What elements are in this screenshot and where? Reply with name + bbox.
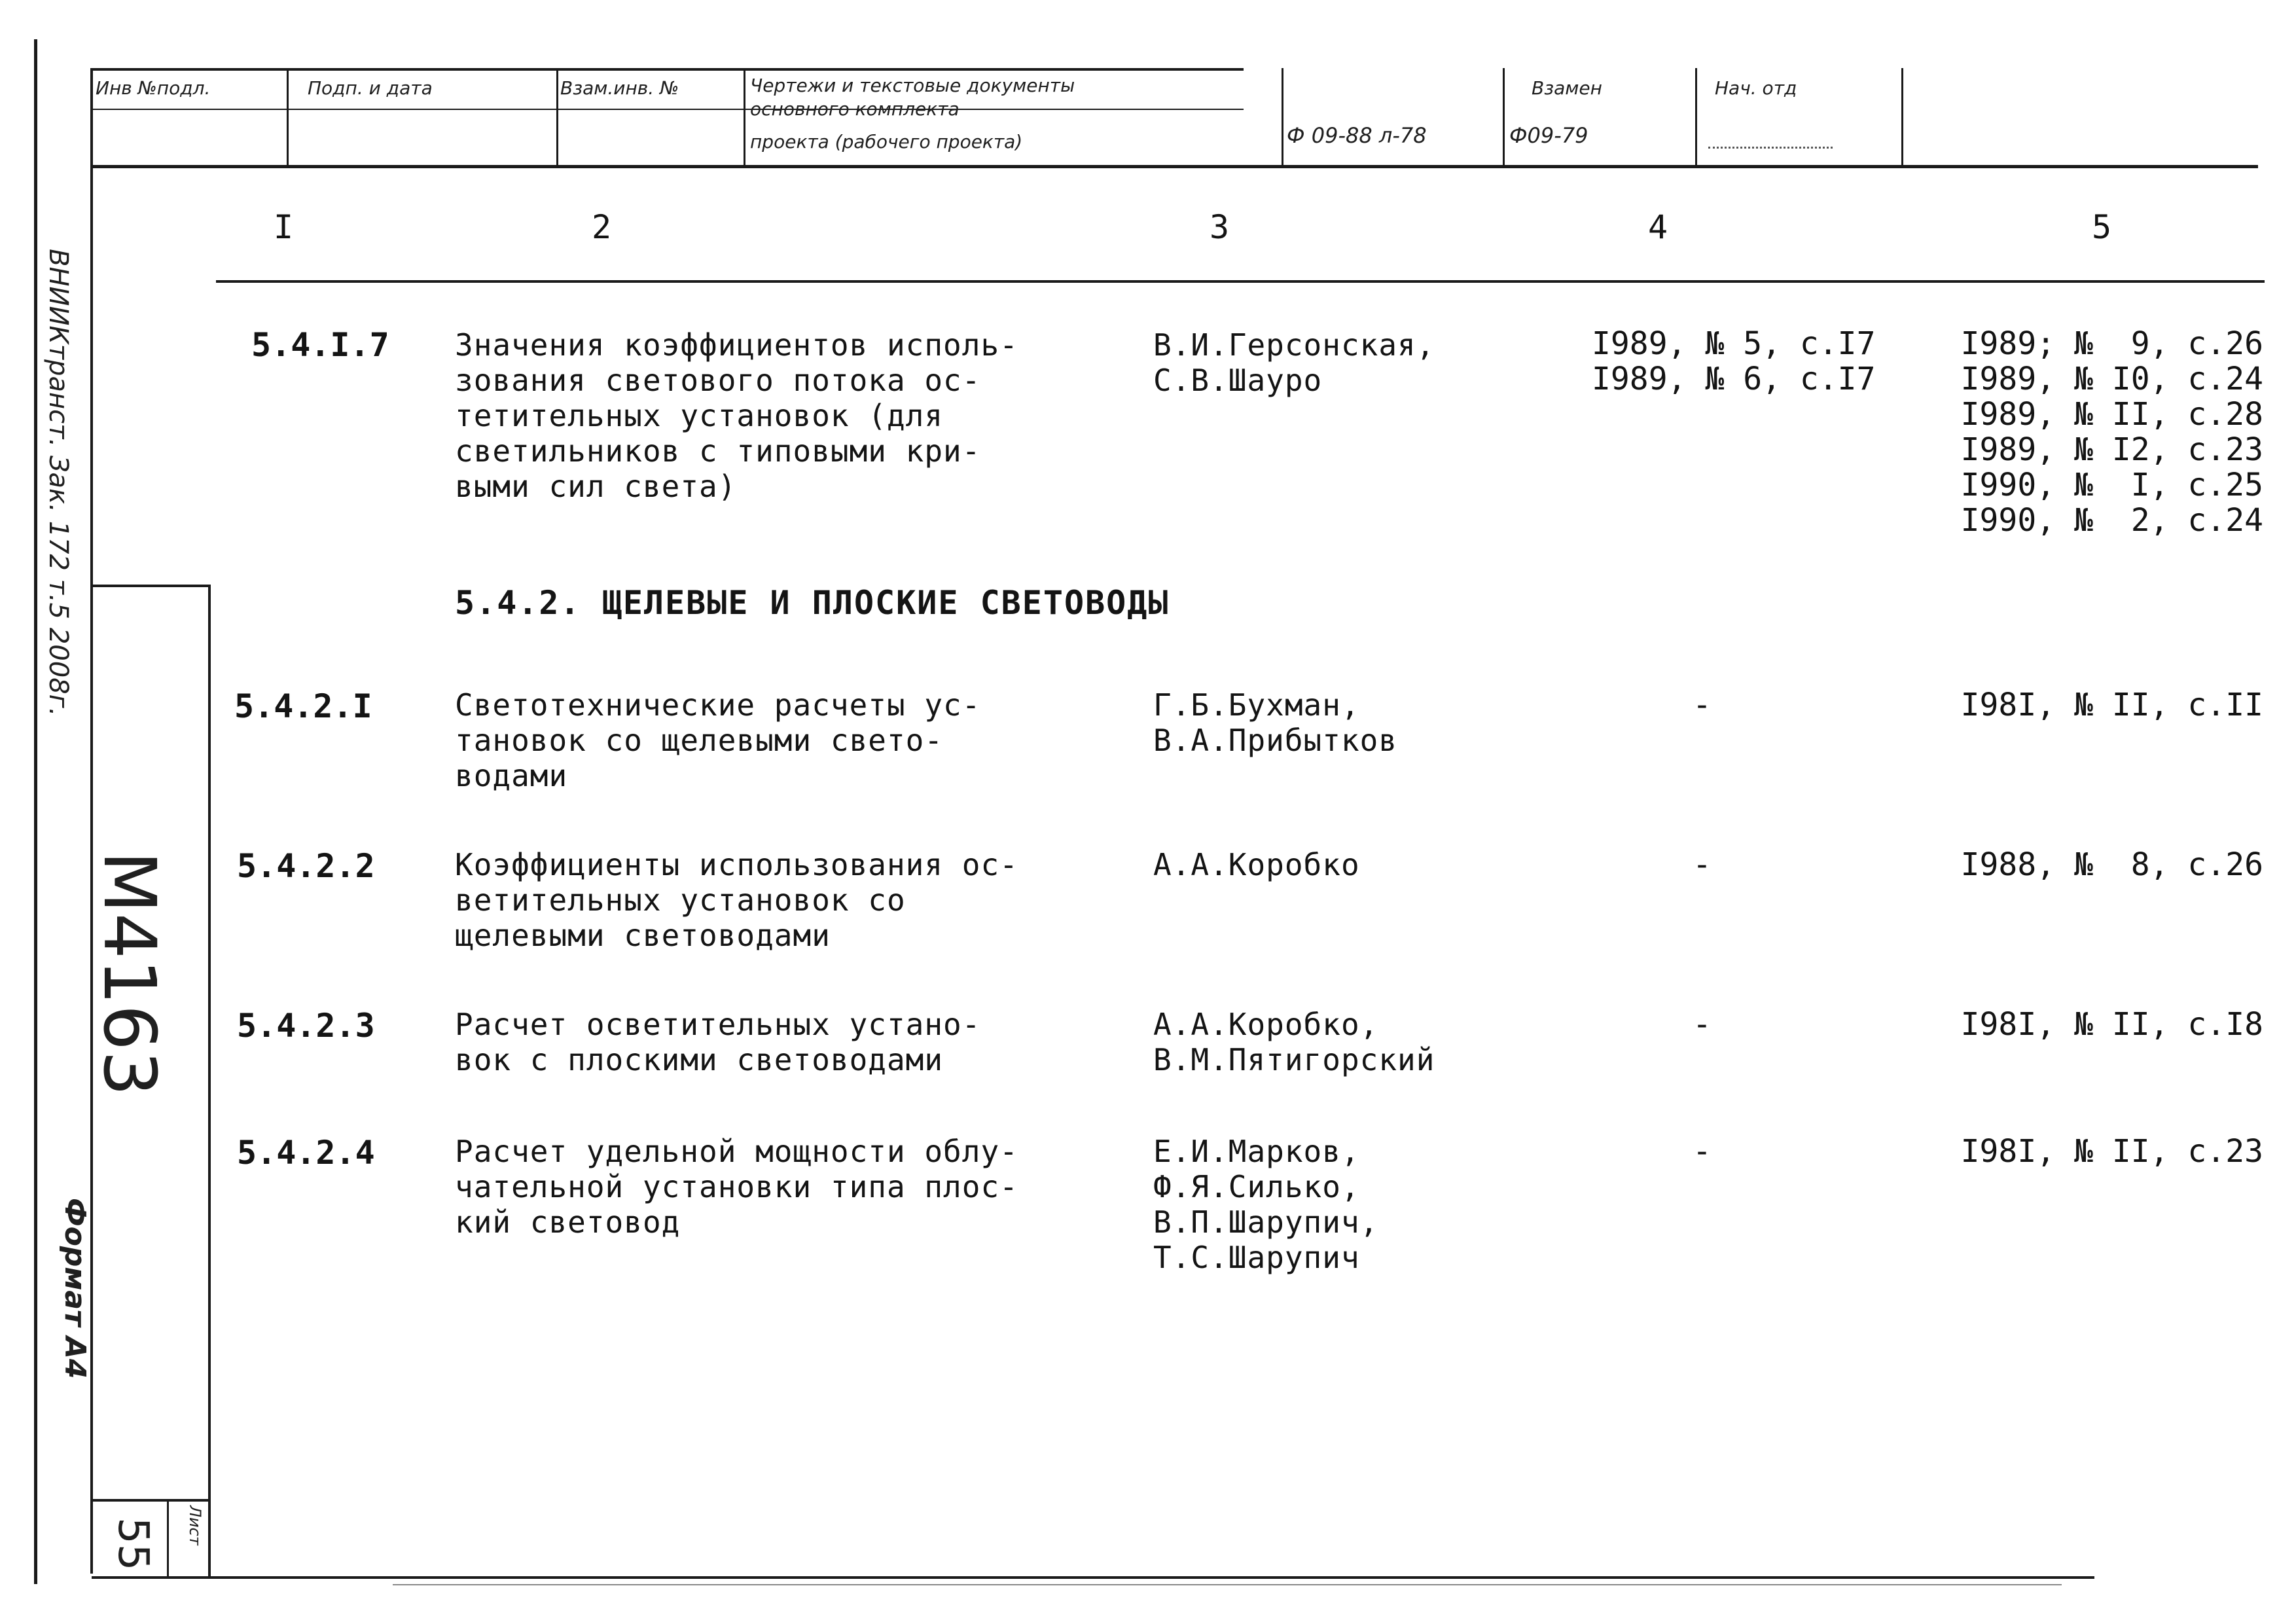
sign-date-label: Подп. и дата: [308, 77, 433, 99]
entry-source-col5: I98I, № II, с.23: [1960, 1133, 2263, 1170]
entry-title: Расчет осветительных устано- вок с плоскими световодами: [455, 1007, 981, 1077]
inv-no-label: Инв №подл.: [96, 77, 211, 99]
entry-authors: Е.И.Марков, Ф.Я.Силько, В.П.Шарупич, Т.С.Шарупич: [1153, 1134, 1379, 1275]
column-header-3: 3: [1210, 208, 1230, 246]
entry-authors: А.А.Коробко: [1153, 847, 1360, 882]
column-header-4: 4: [1648, 208, 1668, 246]
sheet-number: 55: [109, 1517, 157, 1571]
column-header-1: I: [274, 208, 294, 246]
documents-label-line3: проекта (рабочего проекта): [750, 131, 1023, 153]
entry-source-col4: -: [1693, 1133, 1712, 1170]
entry-source-col4: -: [1693, 687, 1712, 723]
replace-inv-label: Взам.инв. №: [560, 77, 679, 99]
documents-label-line1: Чертежи и текстовые документы: [750, 75, 1075, 96]
format-label: Формат А4: [58, 1198, 92, 1379]
entry-title: Расчет удельной мощности облу- чательной установки типа плос- кий световод: [455, 1134, 1018, 1240]
entry-source-col5: I988, № 8, с.26: [1960, 846, 2263, 883]
section-heading: 5.4.2. ЩЕЛЕВЫЕ И ПЛОСКИЕ СВЕТОВОДЫ: [455, 584, 1170, 622]
registry-stamp: ВНИИКтранст. Зак. 172 т.5 2008г.: [43, 249, 73, 717]
archive-number: М4163: [88, 851, 171, 1096]
doc-code: Ф 09-88 л-78: [1287, 123, 1427, 148]
entry-source-col4: -: [1693, 846, 1712, 883]
entry-id: 5.4.I.7: [251, 326, 389, 364]
entry-authors: Г.Б.Бухман, В.А.Прибытков: [1153, 687, 1398, 758]
nach-otd-label: Нач. отд: [1715, 77, 1797, 99]
entry-source-col5: I98I, № II, с.II: [1960, 687, 2263, 723]
entry-id: 5.4.2.3: [237, 1007, 375, 1045]
entry-source-col5: I989; № 9, с.26 I989, № I0, с.24 I989, № II, с.28 I989, № I2, с.23 I990, № I, с.25 I990, № 2, с.24: [1960, 325, 2263, 539]
signature-mark: [1708, 124, 1833, 149]
entry-authors: В.И.Герсонская, С.В.Шауро: [1153, 327, 1435, 398]
entry-title: Коэффициенты использования ос- ветительных установок со щелевыми световодами: [455, 847, 1018, 953]
replaced-code: Ф09-79: [1509, 123, 1588, 148]
entry-id: 5.4.2.I: [234, 687, 372, 725]
column-header-5: 5: [2092, 208, 2112, 246]
entry-title: Значения коэффициентов исполь- зования светового потока ос- тетительных установок (для светильников с типовыми кри- выми сил света): [455, 327, 1018, 504]
bottom-rule: [393, 1584, 2062, 1585]
entry-source-col4: I989, № 5, с.I7 I989, № 6, с.I7: [1592, 325, 1876, 397]
sheet-label: Лист: [186, 1506, 204, 1545]
documents-label-line2: основного комплекта: [750, 98, 960, 120]
entry-title: Светотехнические расчеты ус- тановок со щелевыми свето- водами: [455, 687, 981, 793]
column-header-2: 2: [592, 208, 612, 246]
entry-id: 5.4.2.2: [237, 847, 375, 885]
entry-source-col5: I98I, № II, с.I8: [1960, 1006, 2263, 1043]
vzamen-label: Взамен: [1532, 77, 1602, 99]
entry-authors: А.А.Коробко, В.М.Пятигорский: [1153, 1007, 1435, 1077]
entry-id: 5.4.2.4: [237, 1134, 375, 1172]
entry-source-col4: -: [1693, 1006, 1712, 1043]
